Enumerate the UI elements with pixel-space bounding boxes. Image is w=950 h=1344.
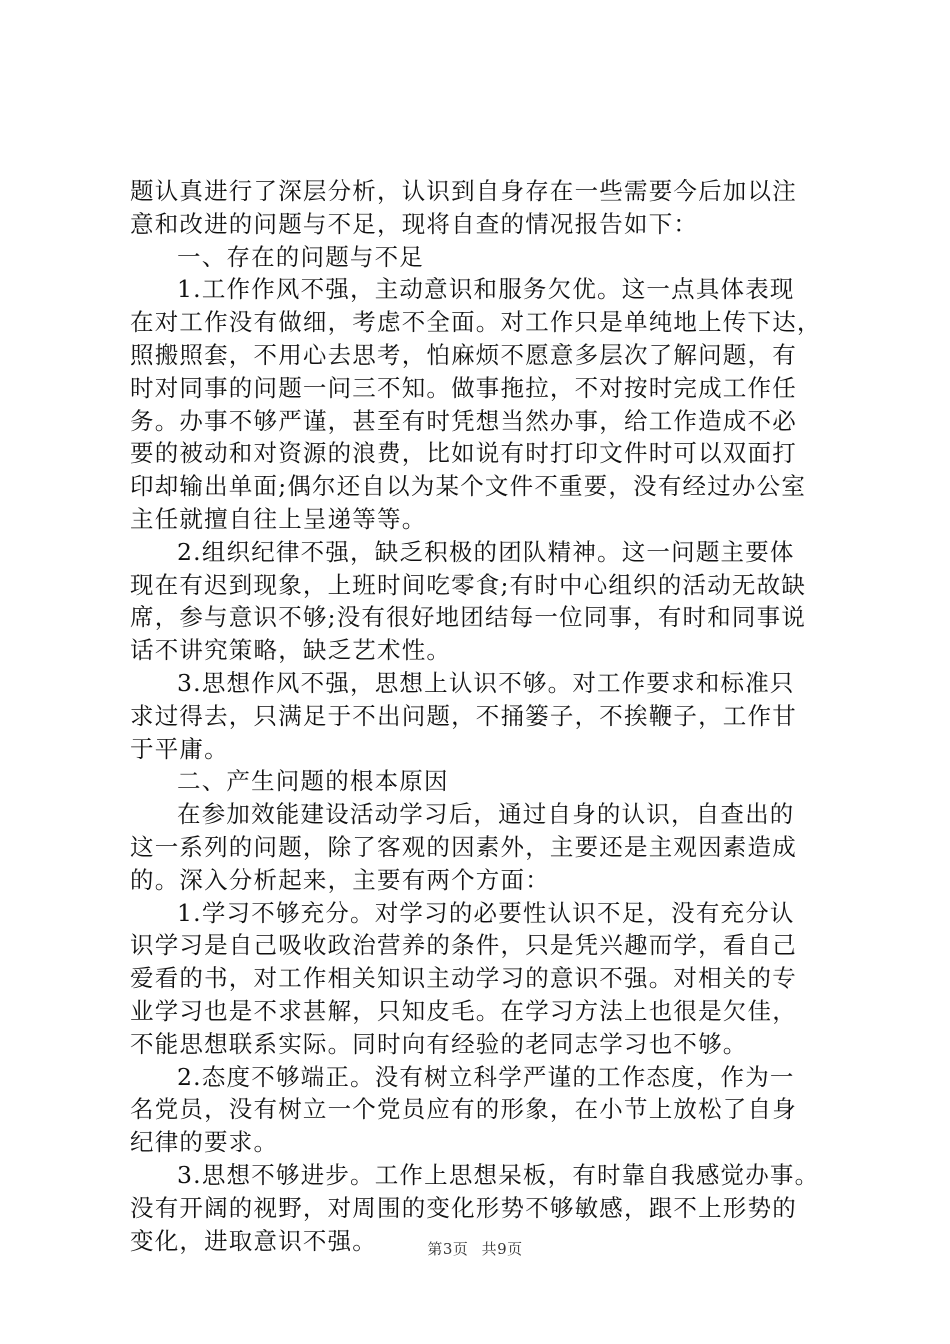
text-line: 这一系列的问题，除了客观的因素外，主要还是主观因素造成 [130, 832, 797, 861]
text-line: 二、产生问题的根本原因 [177, 767, 449, 796]
document-body [130, 175, 830, 1257]
text-line: 于平庸。 [130, 734, 229, 763]
text-line: 在参加效能建设活动学习后，通过自身的认识，自查出的 [177, 800, 795, 829]
text-line: 2.态度不够端正。没有树立科学严谨的工作态度，作为一 [177, 1062, 795, 1091]
page-footer [0, 1238, 950, 1259]
text-line: 现在有迟到现象，上班时间吃零食;有时中心组织的活动无故缺 [130, 570, 807, 599]
text-line: 题认真进行了深层分析，认识到自身存在一些需要今后加以注 [130, 177, 797, 205]
text-line: 在对工作没有做细，考虑不全面。对工作只是单纯地上传下达， [130, 308, 822, 337]
text-line: 纪律的要求。 [130, 1128, 279, 1157]
text-line: 没有开阔的视野，对周围的变化形势不够敏感，跟不上形势的 [130, 1193, 797, 1222]
text-line: 2.组织纪律不强，缺乏积极的团队精神。这一问题主要体 [177, 537, 795, 566]
text-line: 话不讲究策略，缺乏艺术性。 [130, 636, 452, 665]
text-line: 变化，进取意识不强。 [130, 1226, 377, 1255]
text-line: 1.学习不够充分。对学习的必要性认识不足，没有充分认 [177, 898, 795, 927]
text-line: 印却输出单面;偶尔还自以为某个文件不重要，没有经过办公室 [130, 472, 807, 501]
page-number-current: 第3页 [427, 1240, 469, 1258]
text-line: 要的被动和对资源的浪费，比如说有时打印文件时可以双面打 [130, 439, 797, 468]
text-line: 1.工作作风不强，主动意识和服务欠优。这一点具体表现 [177, 275, 795, 304]
text-line: 求过得去，只满足于不出问题，不捅篓子，不挨鞭子，工作甘 [130, 701, 797, 730]
text-line: 3.思想不够进步。工作上思想呆板，有时靠自我感觉办事。 [177, 1160, 820, 1189]
text-line: 名党员，没有树立一个党员应有的形象，在小节上放松了自身 [130, 1095, 797, 1124]
text-line: 识学习是自己吸收政治营养的条件，只是凭兴趣而学，看自己 [130, 931, 797, 960]
page-number-total: 共9页 [481, 1240, 523, 1258]
text-line: 主任就擅自往上呈递等等。 [130, 504, 427, 533]
text-line: 的。深入分析起来，主要有两个方面： [130, 865, 550, 894]
text-line: 照搬照套，不用心去思考，怕麻烦不愿意多层次了解问题，有 [130, 340, 797, 369]
text-line: 时对同事的问题一问三不知。做事拖拉，不对按时完成工作任 [130, 373, 797, 402]
text-line: 不能思想联系实际。同时向有经验的老同志学习也不够。 [130, 1029, 748, 1058]
text-line: 务。办事不够严谨，甚至有时凭想当然办事，给工作造成不必 [130, 406, 797, 435]
text-line: 爱看的书，对工作相关知识主动学习的意识不强。对相关的专 [130, 964, 797, 993]
text-line: 意和改进的问题与不足，现将自查的情况报告如下： [130, 209, 699, 238]
text-line: 3.思想作风不强，思想上认识不够。对工作要求和标准只 [177, 668, 795, 697]
text-line: 业学习也是不求甚解，只知皮毛。在学习方法上也很是欠佳， [130, 996, 797, 1025]
text-line: 席，参与意识不够;没有很好地团结每一位同事，有时和同事说 [130, 603, 807, 632]
text-line: 一、存在的问题与不足 [177, 242, 424, 271]
